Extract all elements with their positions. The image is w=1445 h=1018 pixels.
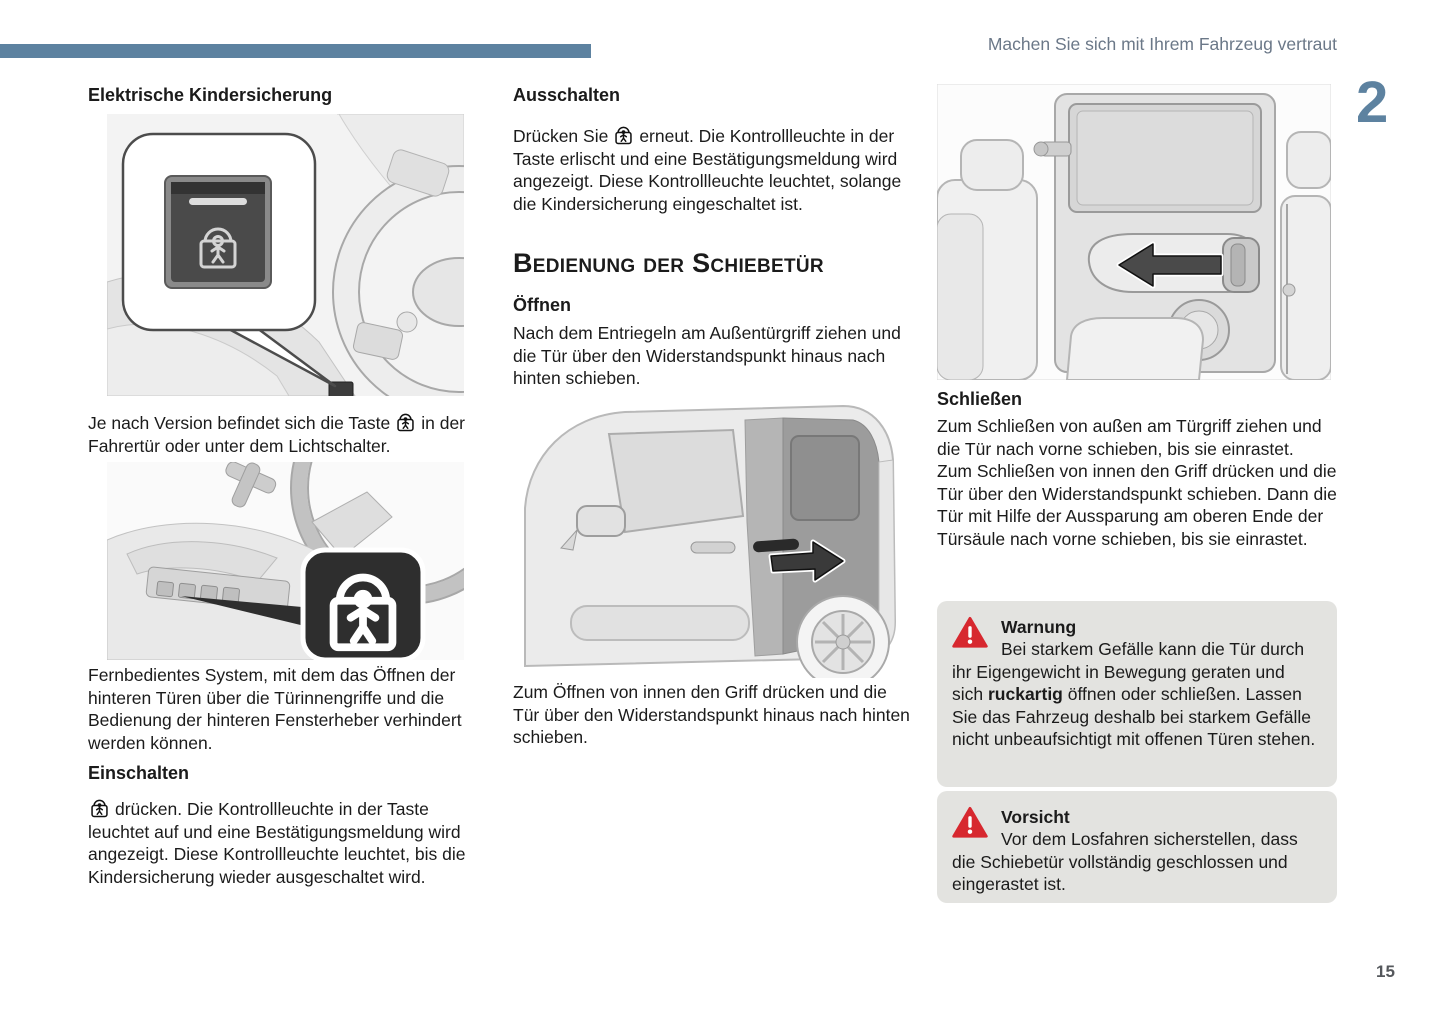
driver-door-child-lock-drawing (107, 114, 464, 396)
ausschalten-pre: Drücken Sie (513, 126, 609, 146)
warning-triangle-icon (952, 806, 988, 839)
dashboard-child-lock-illustration (107, 462, 464, 660)
einschalten-text: drücken. Die Kontrollleuchte in der Taste leuchtet auf und eine Bestätigungsmeldung wird angezeigt. Diese Kontrollleuchte leuchtet, bis die Kindersicherung wieder ausgeschaltet wird. (88, 799, 466, 887)
caption-taste-post: in der Fahrertür oder unter dem Lichtschalter. (88, 413, 466, 456)
caution-title: Vorsicht (1001, 807, 1070, 827)
heading-elektrische-kindersicherung: Elektrische Kindersicherung (88, 85, 333, 105)
ausschalten-post: erneut. Die Kontrollleuchte in der Taste erlischt und eine Bestätigungsmeldung wird angezeigt. Diese Kontrollleuchte leuchtet, solange die Kindersicherung eingeschaltet ist. (513, 126, 902, 214)
warning-text-pre: Bei starkem Gefälle kann die Tür durch ihr Eigengewicht in Bewegung geraten und sich (952, 639, 1305, 704)
interior-sliding-door-drawing (937, 84, 1331, 380)
caution-text: Vor dem Losfahren sicherstellen, dass die Schiebetür vollständig geschlossen und eingerastet ist. (952, 829, 1298, 894)
caution-box (937, 791, 1337, 903)
child-lock-icon (88, 797, 111, 819)
einschalten-paragraph (88, 797, 470, 888)
running-header: Machen Sie sich mit Ihrem Fahrzeug vertraut (987, 34, 1337, 54)
caption-fernbedientes-system: Fernbedientes System, mit dem das Öffnen der hinteren Türen über die Türinnengriffe und die Bedienung der hinteren Fensterheber verhindert werden können. (88, 665, 462, 753)
warning-text-bold: ruckartig (987, 684, 1063, 704)
schliessen-paragraph (937, 415, 1339, 550)
caption-taste-pre: Je nach Version befindet sich die Taste (88, 413, 391, 433)
warning-box (937, 601, 1337, 787)
section-title-bedienung-der-schiebetuer: Bedienung der Schiebetür (513, 248, 824, 278)
warning-triangle-icon (952, 616, 988, 649)
van-sliding-door-drawing (513, 390, 905, 678)
ausschalten-paragraph (513, 124, 909, 215)
van-sliding-door-illustration (513, 390, 905, 678)
schliessen-text-innen: Zum Schließen von innen den Griff drücken und die Tür über den Widerstandspunkt schieben. Dann die Tür mit Hilfe der Aussparung am oberen Ende der Türsäule nach vorne schieben, bis sie einrastet. (937, 461, 1337, 549)
schliessen-text-aussen: Zum Schließen von außen am Türgriff ziehen und die Tür nach vorne schieben, bis sie einrastet. (937, 416, 1322, 459)
caption-oeffnen-innen: Zum Öffnen von innen den Griff drücken und die Tür über den Widerstandspunkt hinaus nach hinten schieben. (513, 682, 910, 747)
warning-text-post: öffnen oder schließen. Lassen Sie das Fahrzeug deshalb bei starkem Gefälle nicht unbeaufsichtigt mit offenen Türen stehen. (952, 684, 1316, 749)
interior-sliding-door-illustration (937, 84, 1331, 380)
page-number: 15 (1376, 962, 1395, 981)
heading-einschalten: Einschalten (88, 763, 190, 783)
heading-schliessen: Schließen (937, 389, 1023, 409)
heading-oeffnen: Öffnen (513, 295, 571, 315)
child-lock-icon (394, 411, 417, 433)
chapter-color-bar (0, 44, 591, 58)
driver-door-child-lock-illustration (107, 114, 464, 396)
heading-ausschalten: Ausschalten (513, 85, 621, 105)
chapter-number: 2 (1356, 70, 1389, 135)
caption-taste-position (88, 411, 468, 457)
dashboard-child-lock-drawing (107, 462, 464, 660)
child-lock-icon (612, 124, 635, 146)
oeffnen-paragraph: Nach dem Entriegeln am Außentürgriff ziehen und die Tür über den Widerstandspunkt hinaus nach hinten schieben. (513, 323, 901, 388)
warning-title: Warnung (1001, 617, 1077, 637)
